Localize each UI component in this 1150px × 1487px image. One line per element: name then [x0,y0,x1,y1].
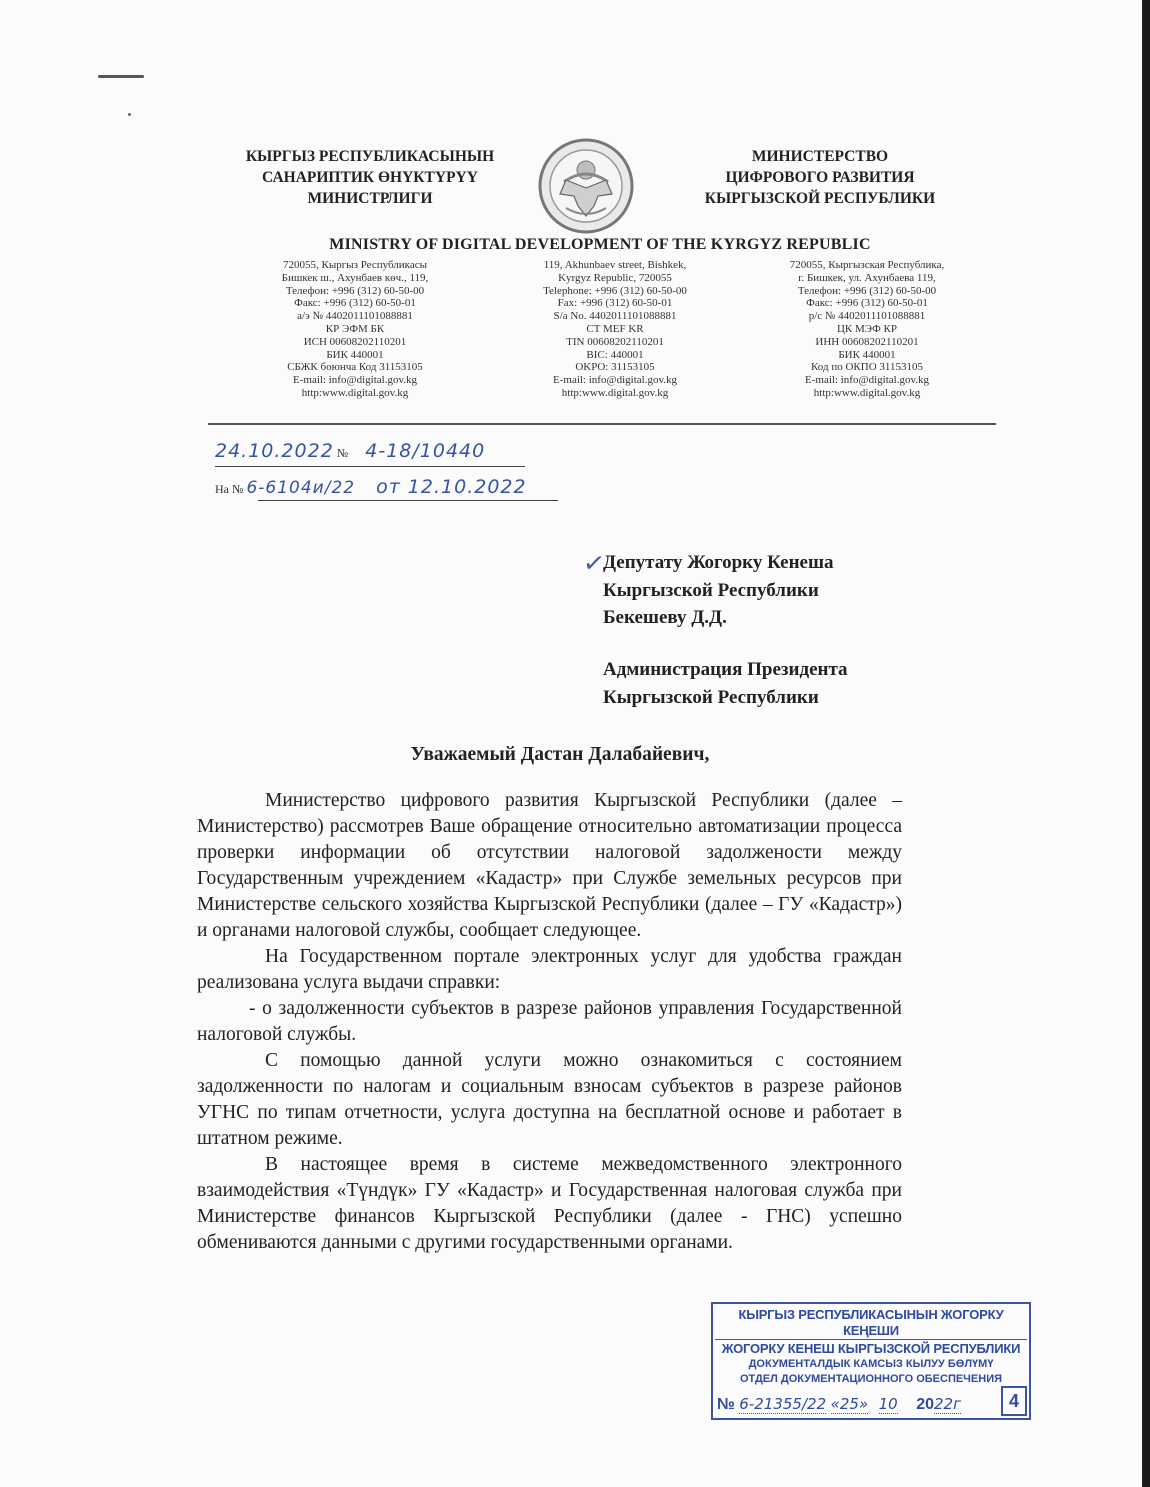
scan-edge [1142,0,1150,1487]
stamp-month: 10 [878,1395,898,1413]
stamp-page-number: 4 [1001,1386,1027,1416]
stamp-day: «25» [830,1395,869,1413]
outgoing-date: 24.10.2022 [215,440,334,462]
outgoing-underline [215,466,525,467]
stamp-number: 6-21355/22 [739,1395,827,1413]
body-paragraph: В настоящее время в системе межведомственного электронного взаимодействия «Түндүк» ГУ «Кадастр» и Государственная налоговая служба при Министерстве финансов Кыргызской Республики (далее - ГНС) успешно обмениваются данными с другими государственными органами. [197,1154,902,1253]
outgoing-registration [215,440,485,462]
state-emblem-icon [536,136,636,236]
scan-artifact-dot [128,113,131,116]
outgoing-number: 4-18/10440 [365,440,486,462]
stamp-year: 22г [933,1395,961,1413]
reply-to-underline [258,500,558,501]
stamp-number-row: № 6-21355/22 «25» 10 2022г [717,1395,961,1413]
body-paragraph: С помощью данной услуги можно ознакомиться с состоянием задолженности по налогам и социальным взносам субъектов в разрезе районов УГНС по типам отчетности, услуга доступна на бесплатной основе и работает в штатном режиме. [197,1050,902,1149]
body-paragraph: На Государственном портале электронных услуг для удобства граждан реализована услуга выдачи справки: [197,946,902,993]
salutation: Уважаемый Дастан Далабайевич, [410,744,710,765]
letterhead-divider [208,423,996,425]
registration-stamp: КЫРГЫЗ РЕСПУБЛИКАСЫНЫН ЖОГОРКУ КЕҢЕШИ ЖОГОРКУ КЕНЕШ КЫРГЫЗСКОЙ РЕСПУБЛИКИ ДОКУМЕНТАЛДЫК КАМСЫЗ КЫЛУУ БӨЛҮМҮ ОТДЕЛ ДОКУМЕНТАЦИОННОГО ОБЕСПЕЧЕНИЯ № 6-21355/22 «25» 10 2022г 4 [711,1302,1031,1420]
address-block-english: 119, Akhunbaev street, Bishkek, Kyrgyz Republic, 720055 Telephone: +996 (312) 60-50-00 Fax: +996 (312) 60-50-01 S/a No. 4402011101088881 CT MEF KR TIN 00608202110201 BIC: 440001 OKPO: 31153105 E-mail: info@digital.gov.kg http:www.digital.gov.kg [543,259,687,399]
ministry-name-kyrgyz: КЫРГЫЗ РЕСПУБЛИКАСЫНЫН САНАРИПТИК ӨНҮКТҮРҮҮ МИНИСТРЛИГИ [245,148,495,207]
reply-to-registration [215,476,527,498]
checkmark-icon: ✓ [581,547,607,581]
ministry-name-english: MINISTRY OF DIGITAL DEVELOPMENT OF THE KYRGYZ REPUBLIC [329,236,871,253]
reply-to-number: 6-6104и/22 [246,478,356,498]
address-block-kyrgyz: 720055, Кыргыз Республикасы Бишкек ш., Ахунбаев көч., 119, Телефон: +996 (312) 60-50-00 Факс: +996 (312) 60-50-01 а/э № 4402011101088881 КР ЭФМ БК ИСН 00608202110201 БИК 440001 СБЖК боюнча Код 31153105 E-mail: info@digital.gov.kg http:www.digital.gov.kg [281,259,429,399]
reply-to-date: от 12.10.2022 [376,476,527,498]
reply-to-label: На № [215,482,244,496]
ministry-name-russian: МИНИСТЕРСТВО ЦИФРОВОГО РАЗВИТИЯ КЫРГЫЗСКОЙ РЕСПУБЛИКИ [704,148,936,207]
body-paragraph: Министерство цифрового развития Кыргызской Республики (далее – Министерство) рассмотрев Ваше обращение относительно автоматизации процесса проверки информации об отсутствии налоговой задолжености между Государственным учреждением «Кадастр» при Службе земельных ресурсов при Министерстве сельского хозяйства Кыргызской Республики (далее – ГУ «Кадастр») и органами налоговой службы, сообщает следующее. [197,790,902,941]
addressee-deputy: Депутату Жогорку Кенеша Кыргызской Республики Бекешеву Д.Д. [603,552,834,628]
address-block-russian: 720055, Кыргызская Республика, г. Бишкек, ул. Ахунбаева 119, Телефон: +996 (312) 60-50-00 Факс: +996 (312) 60-50-01 р/с № 4402011101088881 ЦК МЭФ КР ИНН 00608202110201 БИК 440001 Код по ОКПО 31153105 E-mail: info@digital.gov.kg http:www.digital.gov.kg [789,259,945,399]
letter-body [197,788,902,1256]
number-label: № [336,446,349,460]
scan-artifact [98,75,144,78]
addressee-administration: Администрация Президента Кыргызской Республики [603,659,848,708]
body-bullet: - о задолженности субъектов в разрезе районов управления Государственной налоговой службы. [197,998,902,1045]
